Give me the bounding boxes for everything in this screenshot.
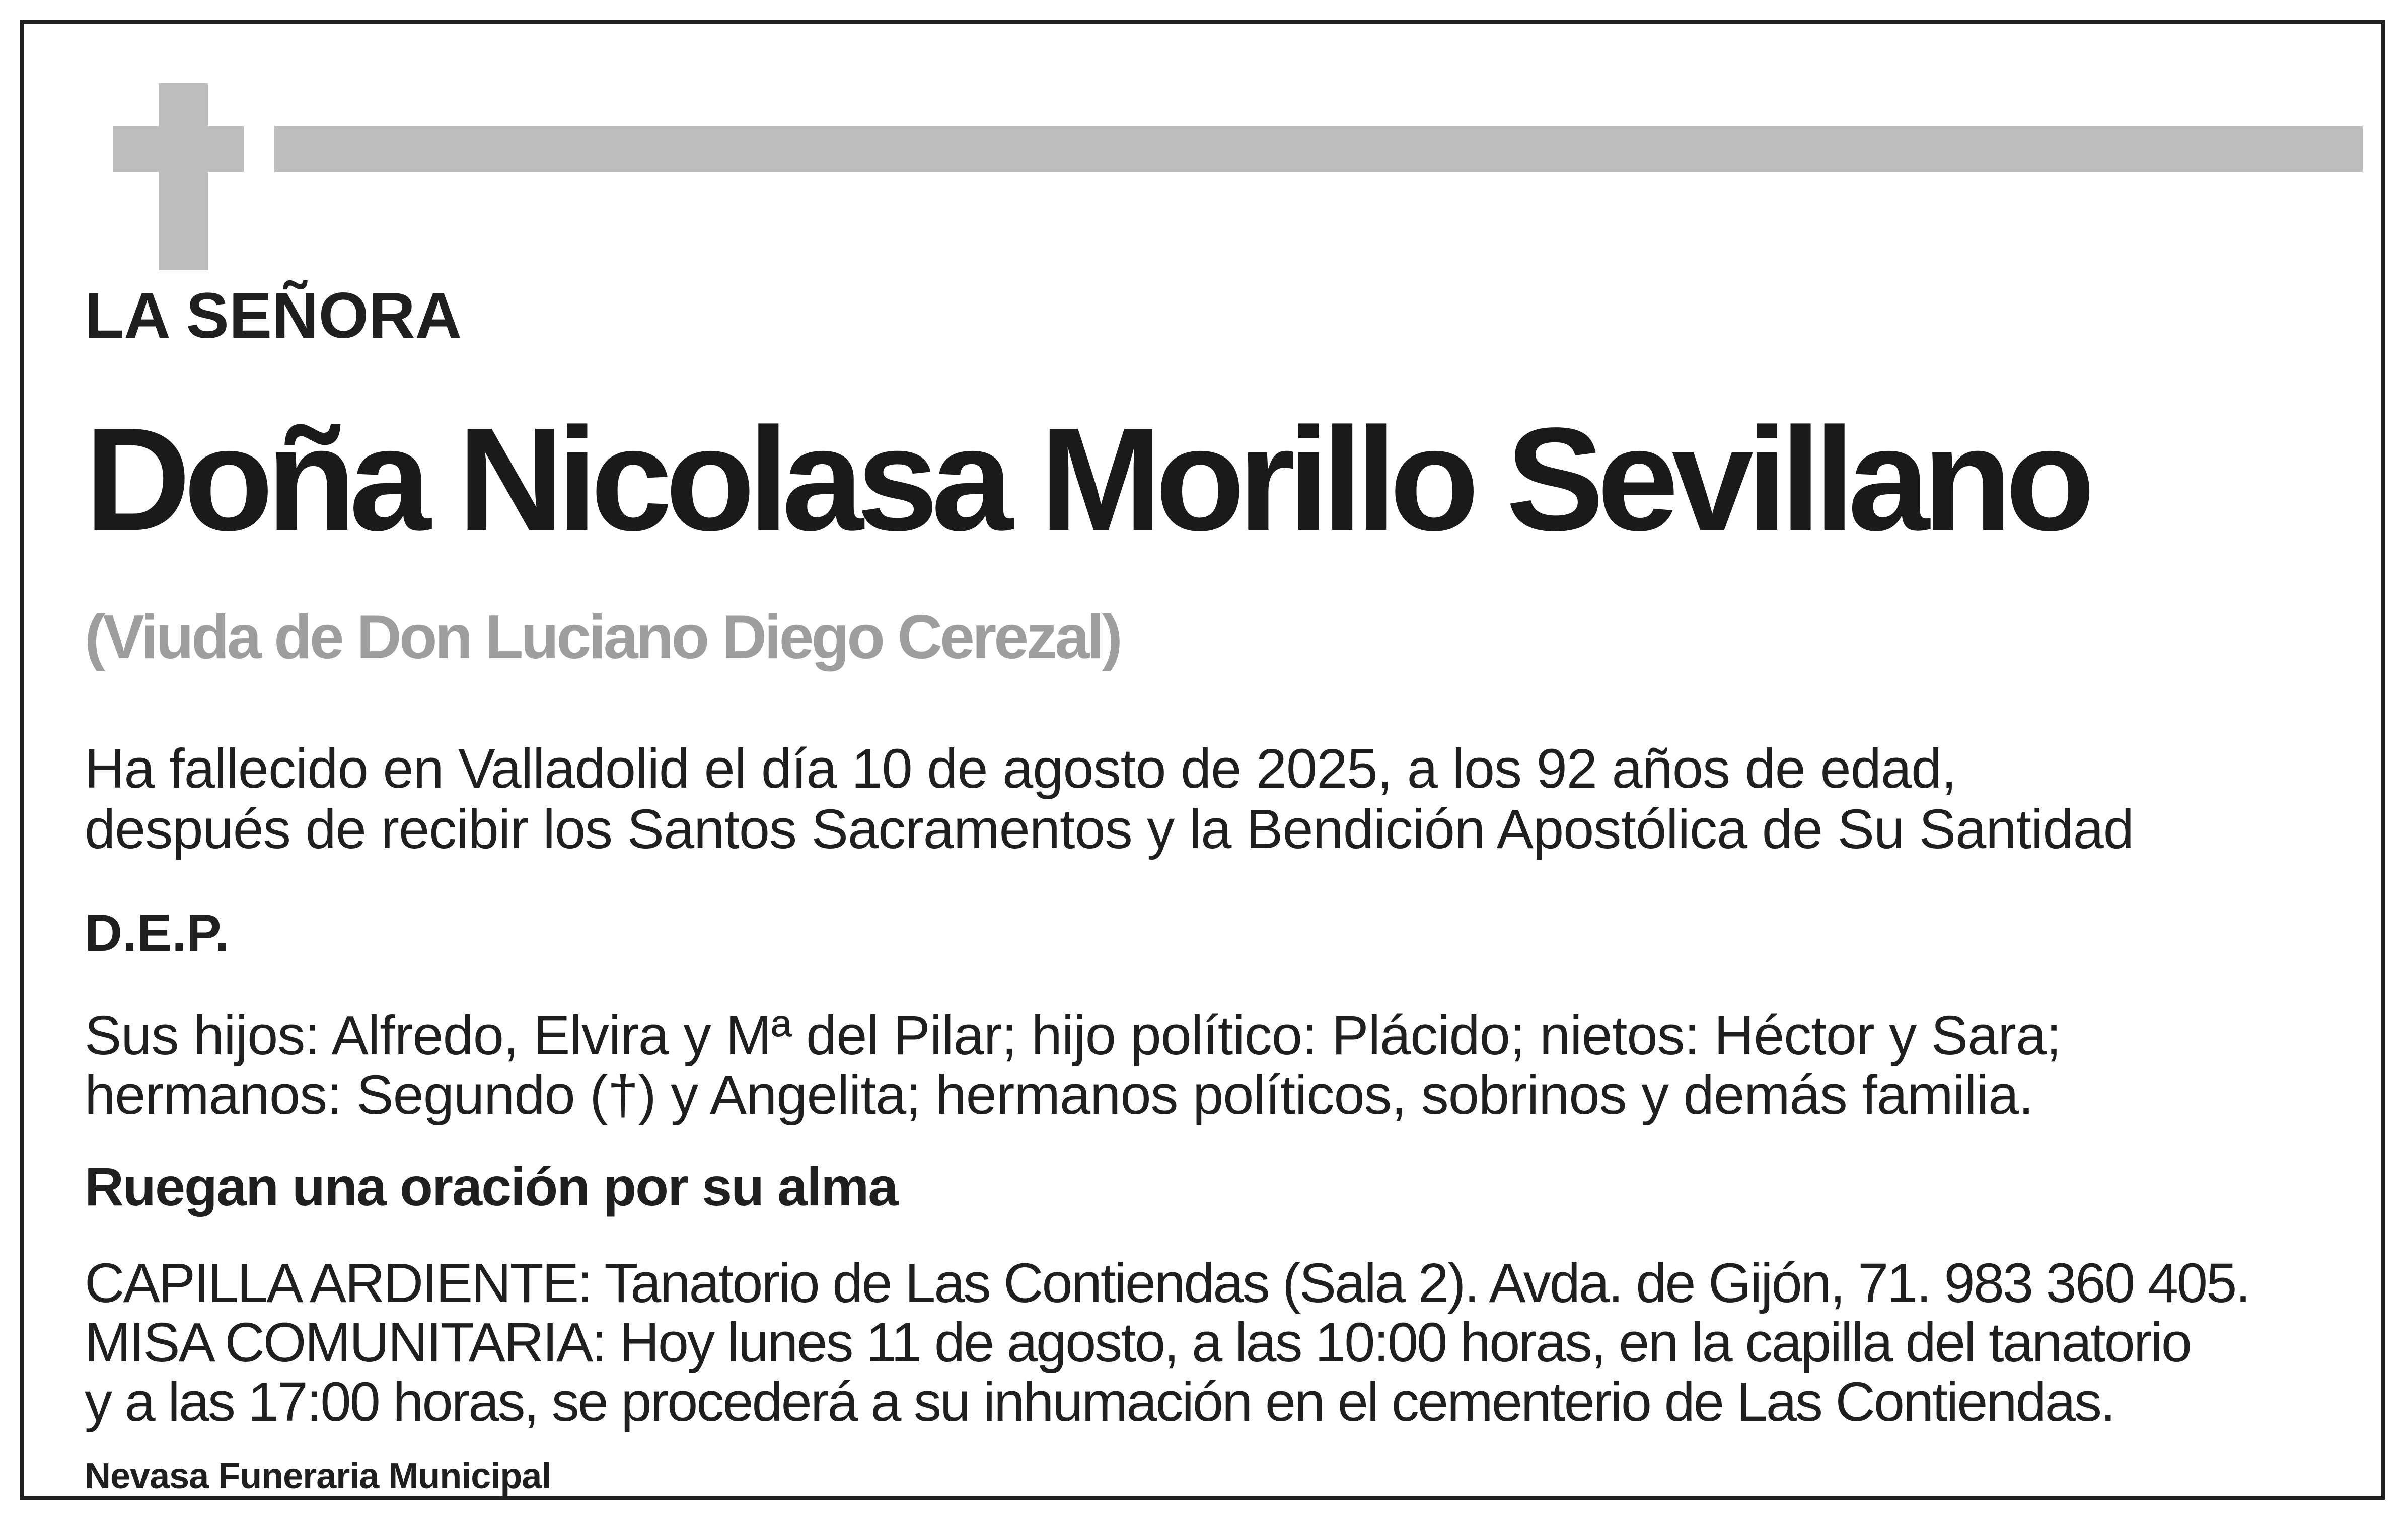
widow-subtitle: (Viuda de Don Luciano Diego Cerezal): [85, 602, 1120, 672]
death-notice-line: después de recibir los Santos Sacramentos y la Bendición Apostólica de Su Santidad: [85, 798, 2134, 860]
family-line: Sus hijos: Alfredo, Elvira y Mª del Pilar; hijo político: Plácido; nietos: Héctor y Sara;: [85, 1005, 2061, 1067]
funeral-home-credit: Nevasa Funeraria Municipal: [85, 1456, 551, 1496]
cross-icon: [159, 83, 208, 270]
service-line: CAPILLA ARDIENTE: Tanatorio de Las Contiendas (Sala 2). Avda. de Gijón, 71. 983 360 405.: [85, 1252, 2249, 1314]
honorific-title: LA SEÑORA: [85, 280, 462, 352]
cross-icon-crossbar: [113, 126, 244, 172]
rip-abbreviation: D.E.P.: [85, 904, 230, 962]
service-line: MISA COMUNITARIA: Hoy lunes 11 de agosto, a las 10:00 horas, en la capilla del tanatorio: [85, 1312, 2191, 1374]
service-line: y a las 17:00 horas, se procederá a su inhumación en el cementerio de Las Contiendas.: [85, 1371, 2114, 1433]
prayer-request: Ruegan una oración por su alma: [85, 1156, 898, 1217]
deceased-name: Doña Nicolasa Morillo Sevillano: [85, 397, 2088, 561]
family-line: hermanos: Segundo (†) y Angelita; hermanos políticos, sobrinos y demás familia.: [85, 1064, 2033, 1126]
header-rule: [274, 126, 2363, 172]
death-notice-line: Ha fallecido en Valladolid el día 10 de agosto de 2025, a los 92 años de edad,: [85, 738, 1956, 800]
